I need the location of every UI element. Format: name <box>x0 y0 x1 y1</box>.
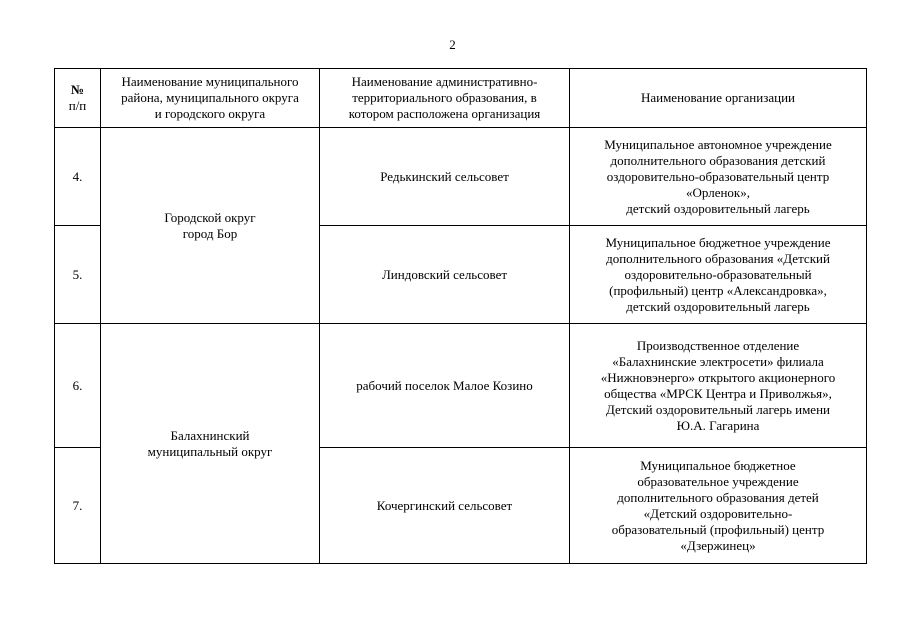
header-territory-line: Наименование административно- <box>351 74 538 89</box>
organization-line: оздоровительно-образовательный <box>624 266 812 282</box>
header-district-line: Наименование муниципального <box>121 74 299 89</box>
organization-cell <box>570 324 867 448</box>
organization-line: дополнительного образования детский <box>610 152 826 168</box>
territory-cell: Кочергинский сельсовет <box>320 448 570 564</box>
organization-line: «Детский оздоровительно- <box>643 505 793 521</box>
district-line: Балахнинский <box>170 427 250 443</box>
organization-line: образовательное учреждение <box>637 473 799 489</box>
organization-cell <box>570 128 867 226</box>
header-district-line: и городского округа <box>154 106 266 121</box>
organization-line: образовательный (профильный) центр <box>611 521 825 537</box>
table-row <box>55 324 867 448</box>
district-line: город Бор <box>182 225 238 241</box>
header-territory-line: котором расположена организация <box>348 106 541 121</box>
district-line: муниципальный округ <box>147 443 273 459</box>
organization-line: оздоровительно-образовательный центр <box>606 168 830 184</box>
organization-line: дополнительного образования «Детский <box>606 250 830 266</box>
organization-line: Муниципальное бюджетное <box>640 457 796 473</box>
organization-line: Детский оздоровительный лагерь имени <box>606 401 830 417</box>
header-territory-line: территориального образования, в <box>352 90 537 105</box>
table-row <box>55 128 867 226</box>
organization-line: дополнительного образования детей <box>617 489 819 505</box>
territory-cell: Редькинский сельсовет <box>320 128 570 226</box>
organization-line: «Балахнинские электросети» филиала <box>612 353 824 369</box>
header-district-line: района, муниципального округа <box>121 90 299 105</box>
organization-cell <box>570 448 867 564</box>
organization-line: Муниципальное бюджетное учреждение <box>605 234 831 250</box>
organization-line: общества «МРСК Центра и Приволжья», <box>604 385 832 401</box>
row-number: 4. <box>55 128 101 226</box>
organization-line: (профильный) центр «Александровка», <box>609 282 827 298</box>
organization-line: детский оздоровительный лагерь <box>626 200 810 216</box>
district-cell <box>101 324 320 564</box>
header-organization-line: Наименование организации <box>640 90 796 105</box>
table-header-row <box>55 69 867 128</box>
row-number: 7. <box>55 448 101 564</box>
row-number: 5. <box>55 226 101 324</box>
organization-line: детский оздоровительный лагерь <box>626 298 810 314</box>
organization-line: Ю.А. Гагарина <box>676 417 760 433</box>
organization-line: «Нижновэнерго» открытого акционерного <box>600 369 836 385</box>
page-number: 2 <box>449 37 456 52</box>
district-cell <box>101 128 320 324</box>
header-number-line: п/п <box>68 98 87 113</box>
organization-line: Производственное отделение <box>636 337 800 353</box>
district-line: Городской округ <box>164 209 256 225</box>
organization-line: Муниципальное автономное учреждение <box>604 136 832 152</box>
header-organization <box>570 69 867 128</box>
territory-cell: Линдовский сельсовет <box>320 226 570 324</box>
organization-line: «Дзержинец» <box>680 537 756 553</box>
organization-cell <box>570 226 867 324</box>
row-number: 6. <box>55 324 101 448</box>
organizations-table <box>54 68 867 564</box>
territory-cell: рабочий поселок Малое Козино <box>320 324 570 448</box>
header-territory <box>320 69 570 128</box>
organization-line: «Орленок», <box>686 184 750 200</box>
header-number <box>55 69 101 128</box>
header-number-line: № <box>70 82 85 97</box>
header-district <box>101 69 320 128</box>
